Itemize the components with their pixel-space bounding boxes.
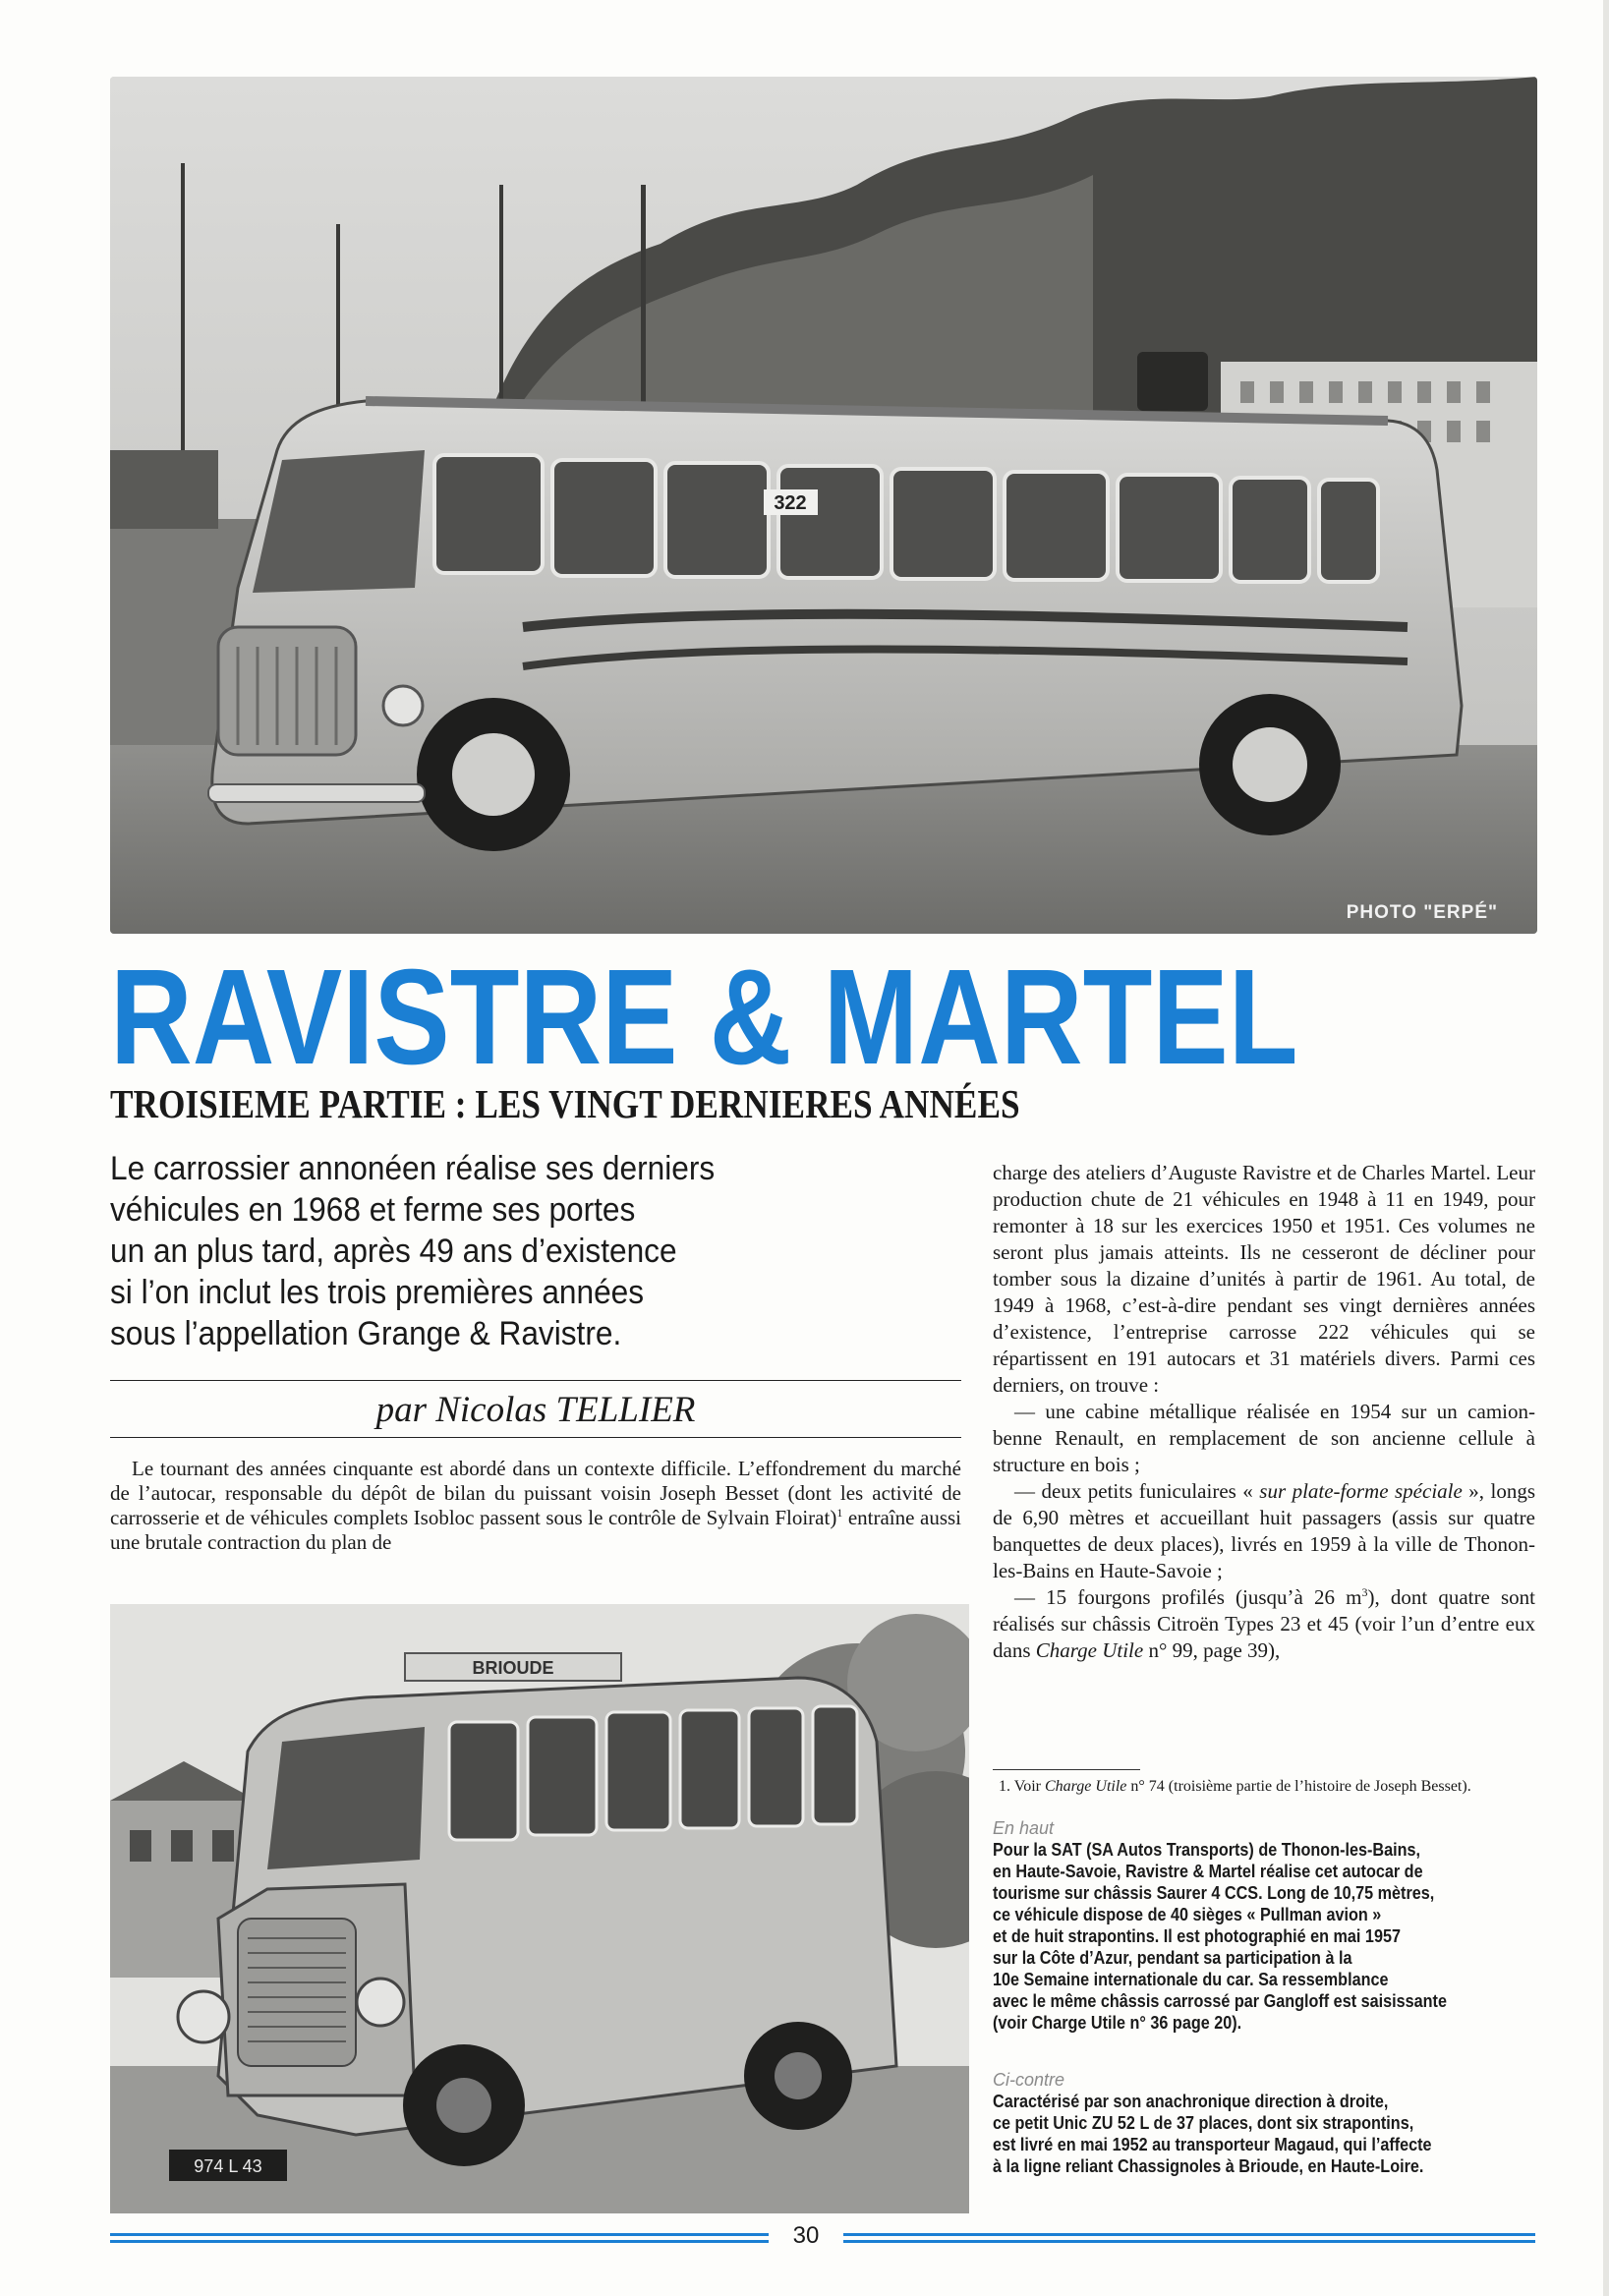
footnote-ref: 1 [836,1506,843,1520]
destination-sign: 322 [774,492,807,514]
intro-paragraph [110,1148,913,1354]
footer-rule-left-2 [110,2240,769,2243]
page-number: 30 [776,2222,835,2250]
article-title: RAVISTRE & MARTEL [110,942,1298,1093]
body-text-left [110,1457,961,1555]
list-item-vans: — 15 fourgons profilés (jusqu’à 26 $m^3$), dont quatre sont réalisés sur châssis Citroën Types 23 et 45 (voir l’un d’entre eux dans Charge Utile n° 99, page 39), [993,1585,1535,1662]
caption-heading-top: En haut [993,1818,1055,1838]
footer-rule-right [843,2233,1535,2236]
list-item-funicular: — deux petits funiculaires « sur plate-forme spéciale », longs de 6,90 mètres et accueillant huit passagers (assis sur quatre banquettes de deux places), livrés en 1959 à la ville de Thonon-les-Bains en Haute-Savoie ; [993,1479,1536,1582]
photo-credit: PHOTO "ERPÉ" [1346,902,1498,923]
photo-unic-coach [110,1604,969,2213]
caption-top: Pour la SAT (SA Autos Transports) de Thonon-les-Bains, en Haute-Savoie, Ravistre & Martel réalise cet autocar de tourisme sur châssis Saurer 4 CCS. Long de 10,75 mètres, ce véhicule dispose de 40 sièges « Pullman avion » et de huit strapontins. Il est photographié en mai 1957 sur la Côte d’Azur, pendant sa participation à la 10e Semaine internationale du car. Sa ressemblance avec le même châssis carrossé par Gangloff est saisissante (voir Charge Utile n° 36 page 20). [993,1840,1447,2033]
intro-line: véhicules en 1968 et ferme ses portes [110,1191,636,1229]
footer-rule-left [110,2233,769,2236]
page-edge [1603,0,1609,2296]
license-plate: 974 L 43 [194,2156,262,2176]
intro-line: Le carrossier annonéen réalise ses derniers [110,1150,716,1187]
body-right-paragraph: charge des ateliers d’Auguste Ravistre et de Charles Martel. Leur production chute de 21 véhicules en 1948 à 11 en 1949, pour remonter à 18 sur les exercices 1950 et 1951. Ces volumes ne seront plus jamais atteints. Ils ne cesseront de décliner pour tomber sous la dizaine d’unités à partir de 1961. Au total, de 1949 à 1968, c’est-à-dire pendant ses vingt dernières années d’existence, l’entreprise carrosse 222 véhicules qui se répartissent en 191 autocars et 31 matériels divers. Parmi ces derniers, on trouve : [993,1161,1535,1397]
roof-sign: BRIOUDE [472,1658,554,1678]
list-item-cabin: — une cabine métallique réalisée en 1954 sur un camion-benne Renault, en remplacement de son ancienne cellule à structure en bois ; [993,1400,1535,1476]
byline-rule-bottom [110,1437,961,1438]
byline: par Nicolas TELLIER [375,1390,696,1430]
body-left-text: Le tournant des années cinquante est abordé dans un contexte difficile. L’effondrement du marché de l’autocar, responsable du dépôt de bilan du puissant voisin Joseph Besset (dont les activité de carrosserie et de véhicules complets Isobloc passent sous le contrôle de Sylvain Floirat) [110,1457,961,1529]
body-text-right [993,1160,1535,1664]
footnote: 1. Voir Charge Utile n° 74 (troisième partie de l’histoire de Joseph Besset). [999,1778,1471,1795]
body-left-end: entraîne aussi une brutale contraction du plan de [110,1506,961,1554]
footnote-rule [993,1769,1140,1770]
caption-heading-bottom: Ci-contre [993,2070,1065,2090]
byline-rule-top [110,1380,961,1381]
caption-bottom: Caractérisé par son anachronique direction à droite, ce petit Unic ZU 52 L de 37 places, dont six strapontins, est livré en mai 1952 au transporteur Magaud, qui l’affecte à la ligne reliant Chassignoles à Brioude, en Haute-Loire. [993,2092,1432,2176]
photo-saurer-coach [110,77,1537,934]
article-subtitle: TROISIEME PARTIE : LES VINGT DERNIERES ANNÉES [110,1081,1020,1126]
intro-line: sous l’appellation Grange & Ravistre. [110,1315,622,1352]
intro-line: un an plus tard, après 49 ans d’existence [110,1233,677,1270]
intro-line: si l’on inclut les trois premières années [110,1274,645,1311]
footer-rule-right-2 [843,2240,1535,2243]
